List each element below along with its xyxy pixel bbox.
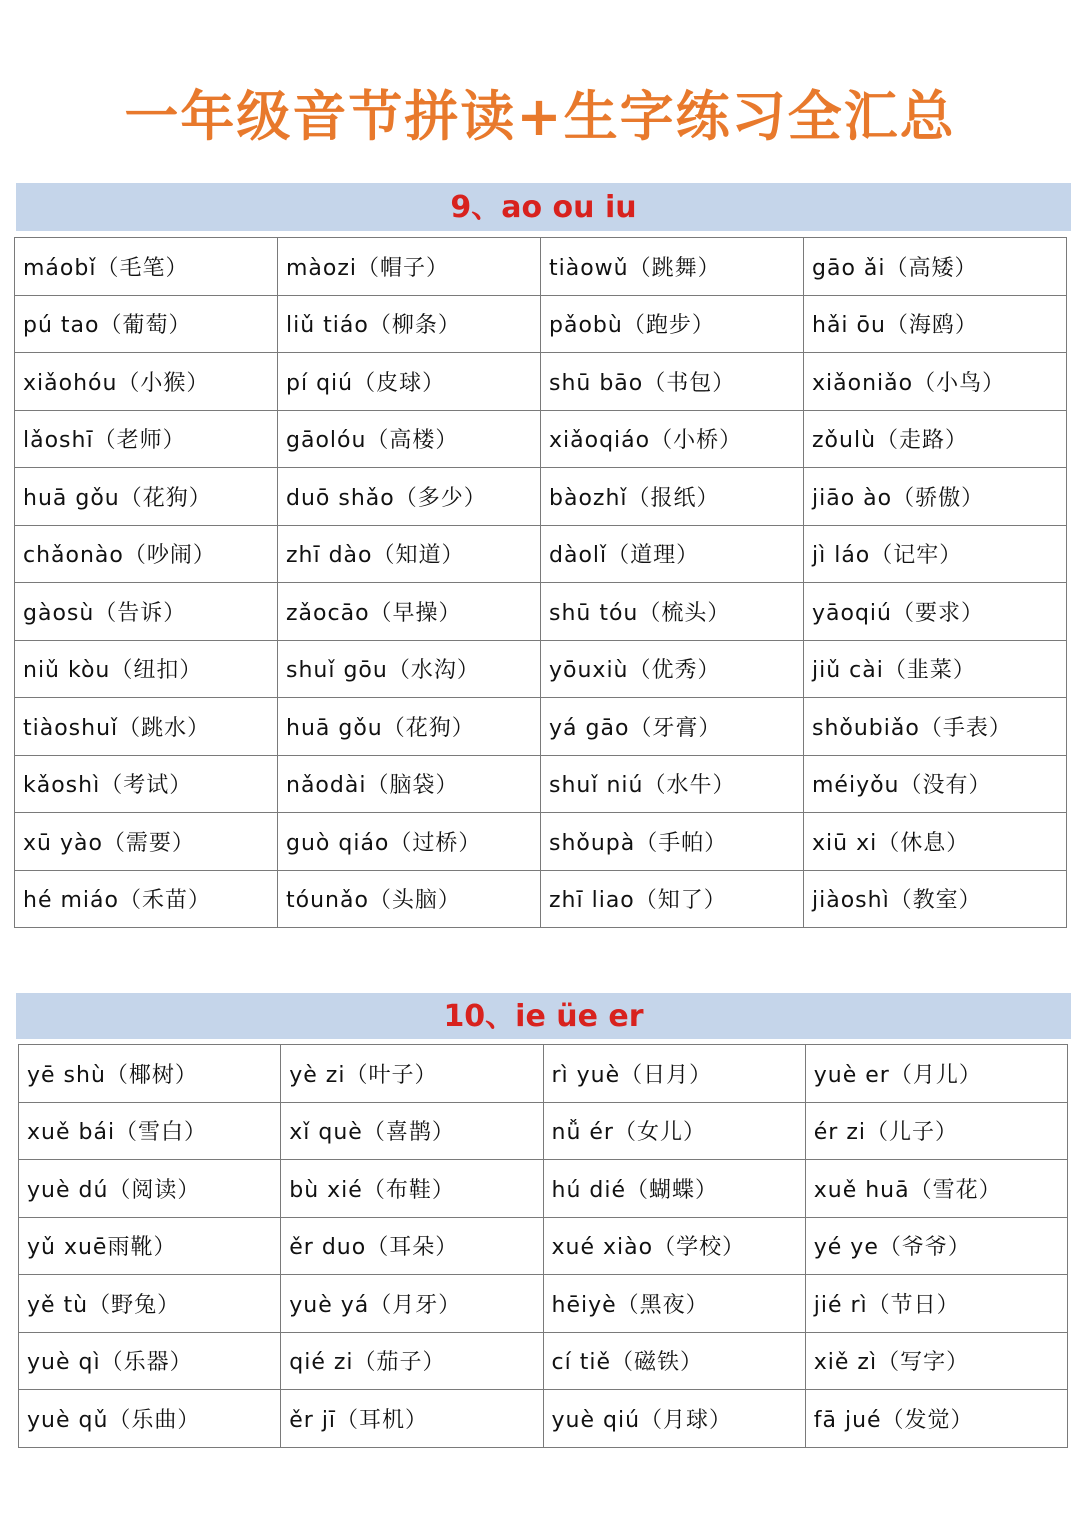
word-cell: chǎonào（吵闹） (15, 525, 278, 583)
word-cell: shū bāo（书包） (541, 353, 804, 411)
word-cell: pǎobù（跑步） (541, 295, 804, 353)
table-row (15, 295, 1067, 353)
word-cell: gāolóu（高楼） (278, 410, 541, 468)
word-cell: tiàowǔ（跳舞） (541, 238, 804, 296)
table-row (15, 468, 1067, 526)
word-cell: jì láo（记牢） (804, 525, 1067, 583)
table-row (15, 353, 1067, 411)
word-cell: guò qiáo（过桥） (278, 813, 541, 871)
word-cell: xiū xi（休息） (804, 813, 1067, 871)
word-cell: liǔ tiáo（柳条） (278, 295, 541, 353)
word-cell: jiǔ cài（韭菜） (804, 640, 1067, 698)
word-cell: yuè qì（乐器） (19, 1332, 281, 1390)
word-cell: yǔ xuē雨靴） (19, 1217, 281, 1275)
word-cell: dàolǐ（道理） (541, 525, 804, 583)
word-cell: bù xié（布鞋） (281, 1160, 543, 1218)
word-cell: huā gǒu（花狗） (15, 468, 278, 526)
word-cell: duō shǎo（多少） (278, 468, 541, 526)
page-title: 一年级音节拼读+生字练习全汇总 (124, 85, 956, 148)
word-cell: yē shù（椰树） (19, 1045, 281, 1103)
word-cell: zǎocāo（早操） (278, 583, 541, 641)
word-cell: xū yào（需要） (15, 813, 278, 871)
word-cell: yuè er（月儿） (805, 1045, 1067, 1103)
word-cell: shuǐ niú（水牛） (541, 755, 804, 813)
word-cell: màozi（帽子） (278, 238, 541, 296)
word-cell: yāoqiú（要求） (804, 583, 1067, 641)
word-cell: fā jué（发觉） (805, 1390, 1067, 1448)
word-cell: huā gǒu（花狗） (278, 698, 541, 756)
section-heading-9: 9、ao ou iu (16, 183, 1071, 231)
word-cell: rì yuè（日月） (543, 1045, 805, 1103)
table-row (15, 238, 1067, 296)
word-cell: hé miáo（禾苗） (15, 870, 278, 928)
word-cell: máobǐ（毛笔） (15, 238, 278, 296)
word-cell: xiǎoniǎo（小鸟） (804, 353, 1067, 411)
word-cell: hēiyè（黑夜） (543, 1275, 805, 1333)
section-heading-10: 10、ie üe er (16, 993, 1071, 1039)
word-cell: tóunǎo（头脑） (278, 870, 541, 928)
word-cell: xué xiào（学校） (543, 1217, 805, 1275)
word-cell: xǐ què（喜鹊） (281, 1102, 543, 1160)
word-cell: méiyǒu（没有） (804, 755, 1067, 813)
word-cell: xiǎoqiáo（小桥） (541, 410, 804, 468)
word-cell: nǚ ér（女儿） (543, 1102, 805, 1160)
word-cell: zhī liao（知了） (541, 870, 804, 928)
word-cell: yé ye（爷爷） (805, 1217, 1067, 1275)
word-cell: yōuxiù（优秀） (541, 640, 804, 698)
word-cell: nǎodài（脑袋） (278, 755, 541, 813)
table-row (19, 1045, 1068, 1103)
table-row (15, 583, 1067, 641)
word-cell: gāo ǎi（高矮） (804, 238, 1067, 296)
word-cell: jiāo ào（骄傲） (804, 468, 1067, 526)
table-row (19, 1217, 1068, 1275)
word-cell: xuě huā（雪花） (805, 1160, 1067, 1218)
table-row (15, 813, 1067, 871)
word-cell: zǒulù（走路） (804, 410, 1067, 468)
table-row (19, 1102, 1068, 1160)
word-cell: shǒubiǎo（手表） (804, 698, 1067, 756)
word-cell: pú tao（葡萄） (15, 295, 278, 353)
word-cell: xuě bái（雪白） (19, 1102, 281, 1160)
word-cell: xiǎohóu（小猴） (15, 353, 278, 411)
word-cell: yuè qǔ（乐曲） (19, 1390, 281, 1448)
word-cell: ěr duo（耳朵） (281, 1217, 543, 1275)
word-cell: yuè qiú（月球） (543, 1390, 805, 1448)
table-row (19, 1275, 1068, 1333)
word-cell: yuè yá（月牙） (281, 1275, 543, 1333)
syllable-table-10 (18, 1044, 1068, 1448)
word-cell: hú dié（蝴蝶） (543, 1160, 805, 1218)
word-cell: lǎoshī（老师） (15, 410, 278, 468)
word-cell: cí tiě（磁铁） (543, 1332, 805, 1390)
word-cell: shū tóu（梳头） (541, 583, 804, 641)
table-row (15, 525, 1067, 583)
word-cell: jiàoshì（教室） (804, 870, 1067, 928)
word-cell: shuǐ gōu（水沟） (278, 640, 541, 698)
word-cell: niǔ kòu（纽扣） (15, 640, 278, 698)
table-row (19, 1390, 1068, 1448)
word-cell: bàozhǐ（报纸） (541, 468, 804, 526)
word-cell: yá gāo（牙膏） (541, 698, 804, 756)
table-row (15, 698, 1067, 756)
word-cell: kǎoshì（考试） (15, 755, 278, 813)
word-cell: ěr jī（耳机） (281, 1390, 543, 1448)
table-row (19, 1332, 1068, 1390)
word-cell: gàosù（告诉） (15, 583, 278, 641)
table-row (15, 640, 1067, 698)
word-cell: qié zi（茄子） (281, 1332, 543, 1390)
word-cell: zhī dào（知道） (278, 525, 541, 583)
word-cell: jié rì（节日） (805, 1275, 1067, 1333)
word-cell: xiě zì（写字） (805, 1332, 1067, 1390)
table-row (15, 410, 1067, 468)
syllable-table-9 (14, 237, 1067, 928)
word-cell: pí qiú（皮球） (278, 353, 541, 411)
word-cell: yě tù（野兔） (19, 1275, 281, 1333)
word-cell: shǒupà（手帕） (541, 813, 804, 871)
word-cell: hǎi ōu（海鸥） (804, 295, 1067, 353)
table-row (15, 755, 1067, 813)
word-cell: tiàoshuǐ（跳水） (15, 698, 278, 756)
word-cell: yuè dú（阅读） (19, 1160, 281, 1218)
table-row (19, 1160, 1068, 1218)
table-row (15, 870, 1067, 928)
word-cell: yè zi（叶子） (281, 1045, 543, 1103)
word-cell: ér zi（儿子） (805, 1102, 1067, 1160)
